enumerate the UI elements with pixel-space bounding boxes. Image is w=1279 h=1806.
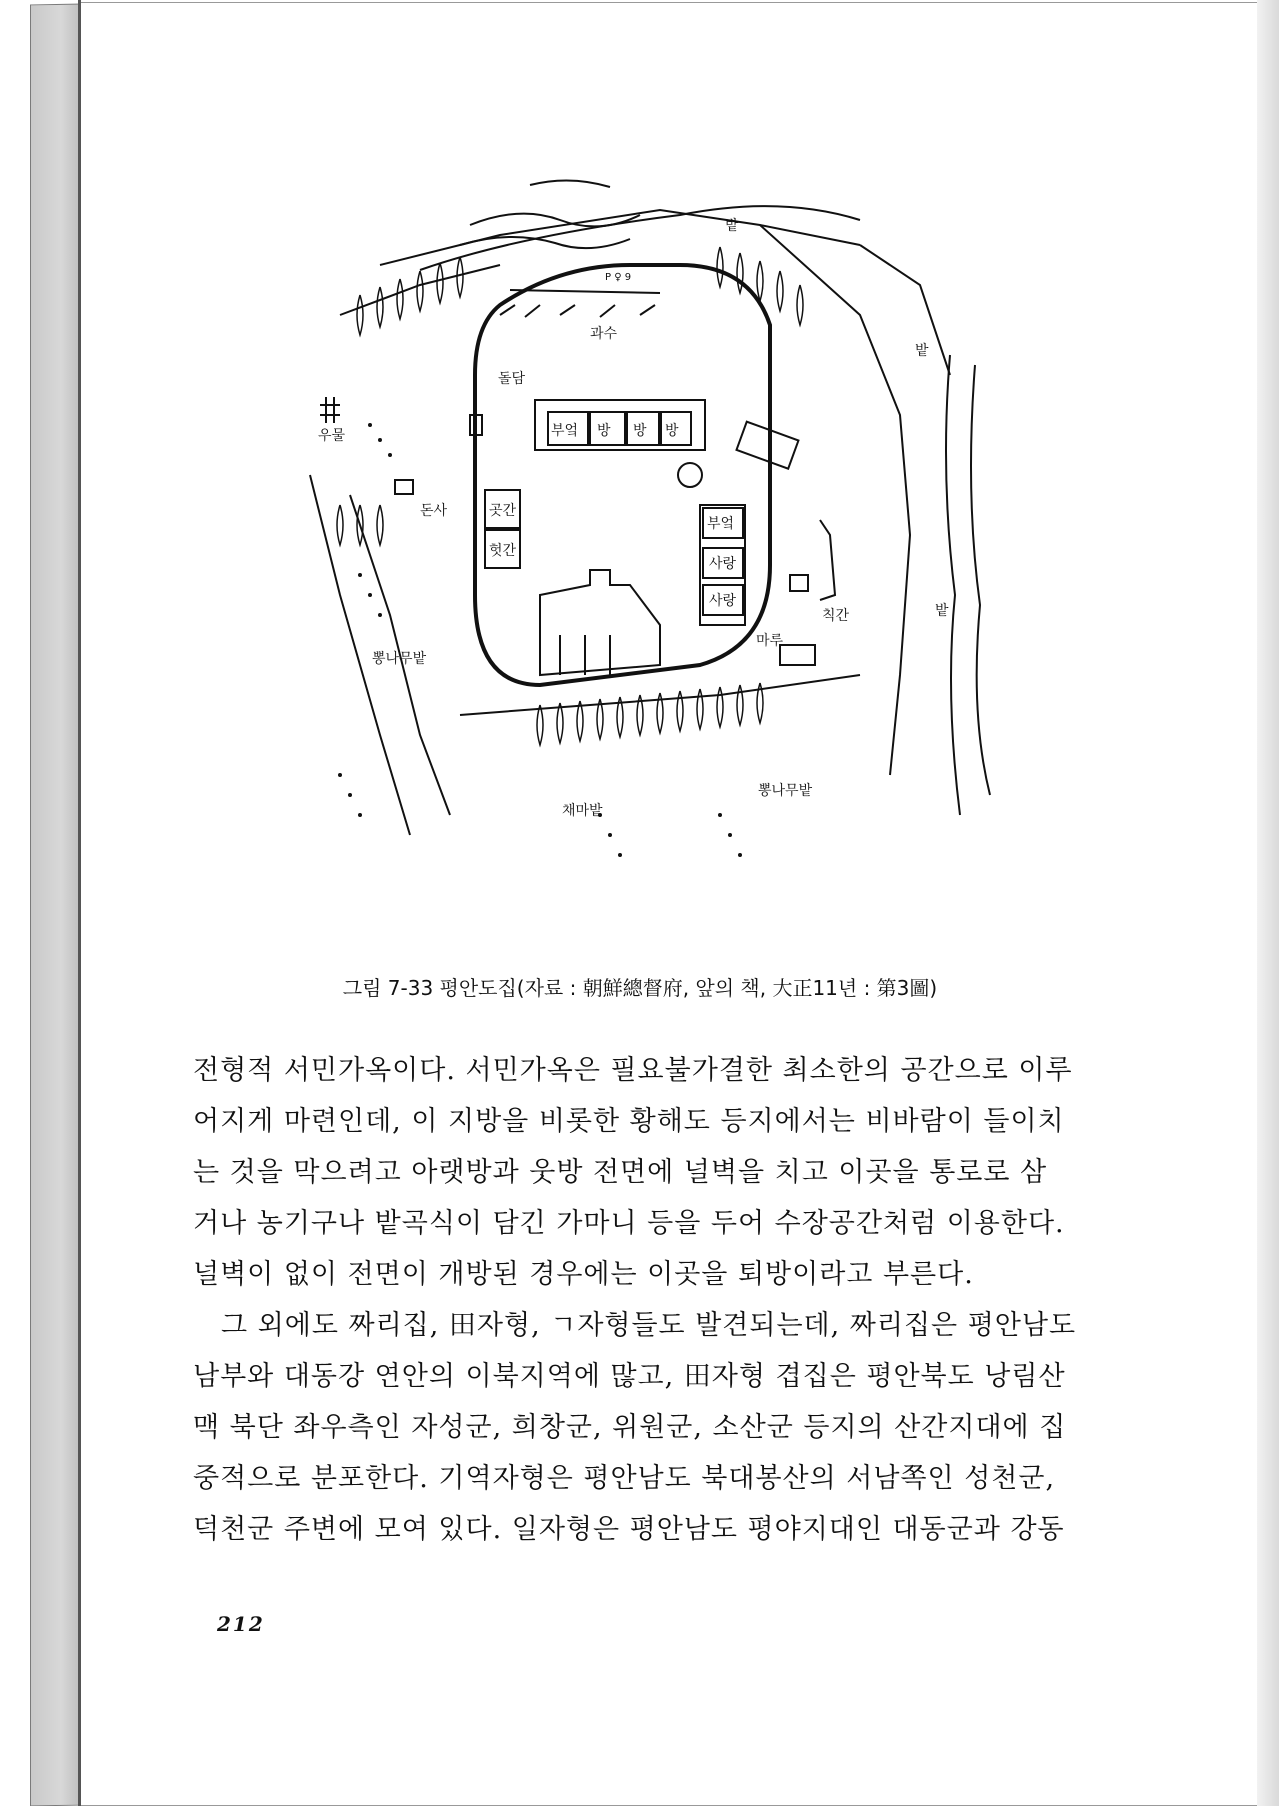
text-line: 거나 농기구나 밭곡식이 담긴 가마니 등을 두어 수장공간처럼 이용한다. [193,1208,1065,1239]
site-plan-figure [300,175,1020,935]
label-toilet: 칙간 [822,608,850,624]
text-line: 중적으로 분포한다. 기역자형은 평안남도 북대봉산의 서남쪽인 성천군, [193,1463,1056,1494]
label-mulberry-west: 뽕나무밭 [372,651,427,667]
text-line: 어지게 마련인데, 이 지방을 비롯한 황해도 등지에서는 비바람이 들이치 [193,1106,1065,1137]
body-text [193,1045,1113,1555]
text-line: 는 것을 막으려고 아랫방과 웃방 전면에 널벽을 치고 이곳을 통로로 삼 [193,1157,1048,1188]
label-vegetable-field: 채마밭 [562,803,603,819]
text-line: 널벽이 없이 전면이 개방된 경우에는 이곳을 퇴방이라고 부른다. [193,1259,974,1290]
label-field-top: 밭 [725,218,739,234]
label-sarang-1: 사랑 [709,556,737,572]
label-barn: 헛간 [489,543,517,559]
label-kitchen-north: 부엌 [551,423,579,439]
text-line: 덕천군 주변에 모여 있다. 일자형은 평안남도 평야지대인 대동군과 강동 [193,1514,1065,1545]
label-kitchen-east: 부엌 [707,516,735,532]
page-number: 212 [217,1612,265,1636]
page-edge [78,0,81,1806]
label-well: 우물 [318,428,346,444]
label-top-marks: P ♀ 9 [605,272,632,283]
label-room-3: 방 [665,423,679,439]
text-line: 그 외에도 짜리집, 田자형, ㄱ자형들도 발견되는데, 짜리집은 평안남도 [221,1310,1077,1341]
label-room-1: 방 [597,423,611,439]
label-field-right-upper: 밭 [915,343,929,359]
text-line: 전형적 서민가옥이다. 서민가옥은 필요불가결한 최소한의 공간으로 이루 [193,1055,1073,1086]
label-storeroom: 곳간 [489,503,517,519]
label-mulberry-south: 뽕나무밭 [758,783,813,799]
figure-caption: 그림 7-33 평안도집(자료 : 朝鮮總督府, 앞의 책, 大正11년 : 第3圖) [342,976,938,1000]
label-sarang-2: 사랑 [709,593,737,609]
text-line: 남부와 대동강 연안의 이북지역에 많고, 田자형 겹집은 평안북도 낭림산 [193,1361,1066,1392]
page-edge-shadow [1257,0,1279,1806]
label-stone-wall: 돌담 [498,371,526,387]
label-orchard: 과수 [590,326,618,342]
text-line: 맥 북단 좌우측인 자성군, 희창군, 위원군, 소산군 등지의 산간지대에 집 [193,1412,1067,1443]
label-pigsty: 돈사 [420,503,448,519]
label-maru: 마루 [756,633,784,649]
label-room-2: 방 [633,423,647,439]
book-spine [30,4,82,1806]
site-plan-drawing [300,175,1020,935]
label-field-right-lower: 밭 [935,603,949,619]
